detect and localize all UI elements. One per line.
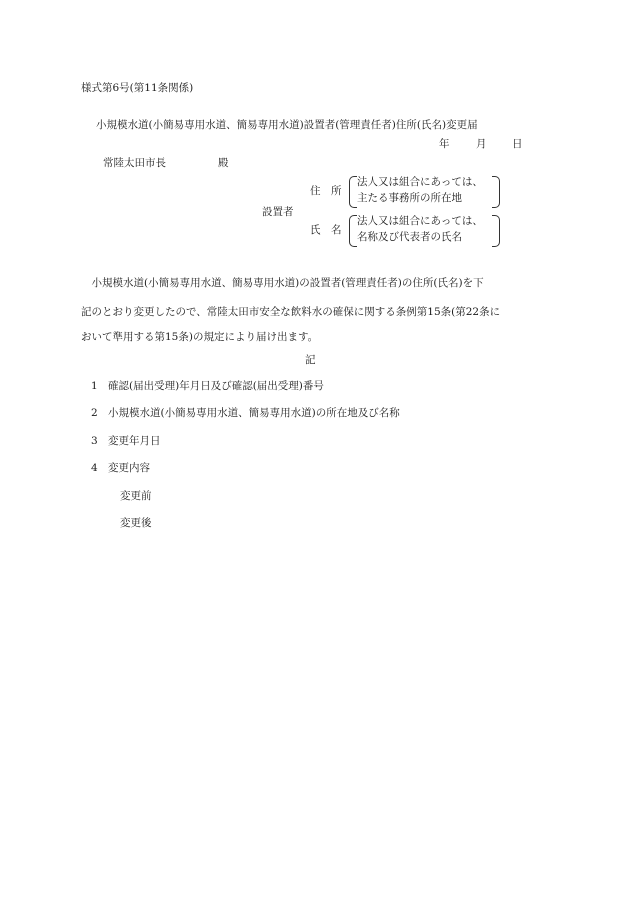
change-before: 変更前 [120, 490, 152, 502]
name-note-line2: 名称及び代表者の氏名 [357, 231, 462, 243]
address-bracket-left [349, 176, 357, 208]
applicant-label: 設置者 [262, 206, 294, 218]
address-label: 住 所 [310, 185, 342, 197]
item-2-number: 2 [91, 407, 98, 419]
body-line-3: おいて準用する第15条)の規定により届け出ます。 [81, 331, 319, 343]
item-3-text: 変更年月日 [108, 435, 161, 447]
document-title: 小規模水道(小簡易専用水道、簡易専用水道)設置者(管理責任者)住所(氏名)変更届 [96, 119, 478, 131]
body-line-2: 記のとおり変更したので、常陸太田市安全な飲料水の確保に関する条例第15条(第22条に [81, 306, 501, 318]
name-note-line1: 法人又は組合にあっては、 [357, 215, 483, 227]
item-4-text: 変更内容 [108, 462, 150, 474]
date-day: 日 [512, 138, 523, 150]
date-year: 年 [439, 138, 450, 150]
address-bracket-right [492, 176, 500, 208]
addressee-name: 常陸太田市長 [103, 157, 166, 169]
addressee-honorific: 殿 [218, 157, 229, 169]
item-3-number: 3 [91, 435, 98, 447]
address-note-line1: 法人又は組合にあっては、 [357, 176, 483, 188]
ki-heading: 記 [305, 354, 316, 366]
item-1-number: 1 [91, 380, 98, 392]
item-1-text: 確認(届出受理)年月日及び確認(届出受理)番号 [108, 380, 324, 392]
address-note-line2: 主たる事務所の所在地 [357, 192, 462, 204]
change-after: 変更後 [120, 517, 152, 529]
item-2-text: 小規模水道(小簡易専用水道、簡易専用水道)の所在地及び名称 [108, 407, 400, 419]
form-number: 様式第6号(第11条関係) [81, 82, 194, 94]
name-label: 氏 名 [310, 224, 342, 236]
name-bracket-right [492, 215, 500, 247]
name-bracket-left [349, 215, 357, 247]
body-line-1: 小規模水道(小簡易専用水道、簡易専用水道)の設置者(管理責任者)の住所(氏名)を下 [81, 277, 484, 289]
item-4-number: 4 [91, 462, 98, 474]
date-month: 月 [476, 138, 487, 150]
